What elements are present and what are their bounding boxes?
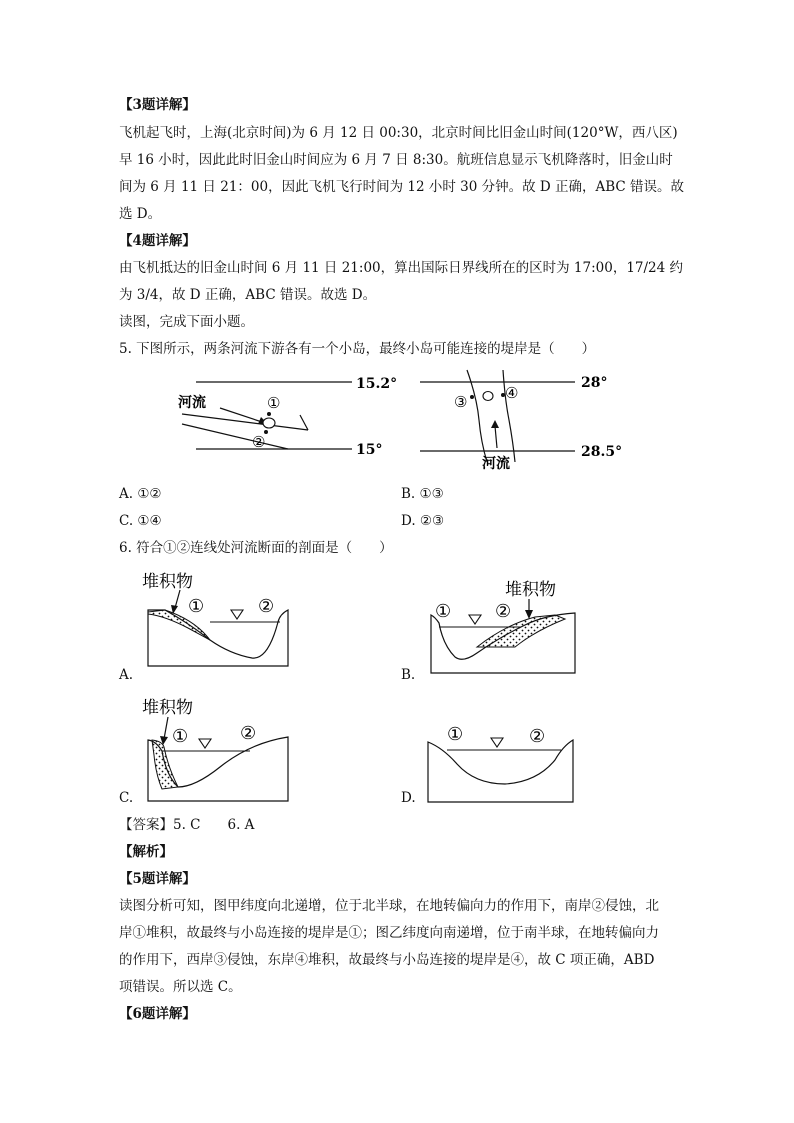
q5-option-c[interactable]: C. ①④: [119, 513, 162, 529]
flow-arrow: [495, 426, 497, 448]
q6-figure-a: [140, 570, 300, 670]
q5-detail-heading: 【5题详解】: [119, 871, 196, 887]
analysis-heading: 【解析】: [119, 844, 173, 860]
mark-2: ②: [252, 433, 266, 451]
q5-detail-line-3: 的作用下，西岸③侵蚀，东岸④堆积，故最终与小岛连接的堤岸是④，故 C 项正确，ABD: [119, 952, 655, 968]
mark-1: ①: [188, 596, 205, 617]
mark-3: ③: [454, 393, 468, 411]
river-bank-west: [467, 370, 487, 462]
mark-2: ②: [240, 723, 257, 744]
mark-1: ①: [435, 601, 452, 622]
water-level-icon: [491, 738, 503, 747]
river-label: 河流: [482, 456, 510, 472]
island: [263, 418, 275, 428]
q4-heading: 【4题详解】: [119, 233, 196, 249]
deposit-arrow: [164, 717, 168, 739]
water-level-icon: [199, 739, 211, 748]
island: [483, 392, 493, 401]
q6-figure-c: [140, 695, 290, 805]
q3-line-4: 选 D。: [119, 206, 162, 222]
river-bank-north-2: [200, 398, 308, 430]
lat-bottom-label: 28.5°: [581, 444, 623, 460]
mark-2: ②: [258, 596, 275, 617]
mark-2: ②: [529, 726, 546, 747]
mark-4: ④: [505, 384, 519, 402]
lat-bottom-label: 15°: [356, 442, 383, 458]
mark-1: ①: [172, 726, 189, 747]
deposit-arrow: [175, 590, 180, 608]
q5-stem: 5. 下图所示，两条河流下游各有一个小岛，最终小岛可能连接的堤岸是（ ）: [119, 341, 596, 357]
q5-detail-line-2: 岸①堆积，故最终与小岛连接的堤岸是①；图乙纬度向南递增，位于南半球，在地转偏向力: [119, 925, 659, 941]
lat-top-label: 28°: [581, 375, 608, 391]
q3-line-3: 间为 6 月 11 日 21：00，因此飞机飞行时间为 12 小时 30 分钟。故 D 正确，ABC 错误。故: [119, 179, 685, 195]
q3-line-2: 早 16 小时，因此此时旧金山时间应为 6 月 7 日 8:30。航班信息显示飞机降落时，旧金山时: [119, 152, 673, 168]
deposit-label: 堆积物: [142, 698, 193, 718]
water-level-icon: [231, 610, 243, 619]
q3-heading: 【3题详解】: [119, 97, 196, 113]
q5-detail-line-1: 读图分析可知，图甲纬度向北递增，位于北半球，在地转偏向力的作用下，南岸②侵蚀，北: [119, 898, 659, 914]
lat-top-label: 15.2°: [356, 376, 398, 392]
q4-line-1: 由飞机抵达的旧金山时间 6 月 11 日 21:00，算出国际日界线所在的区时为 17:00，17/24 约: [119, 260, 684, 276]
flow-arrow-head: [491, 420, 499, 428]
q5-figure-left: [170, 370, 398, 465]
q5-figure-right: [415, 370, 645, 475]
q6-option-d[interactable]: D.: [401, 790, 416, 806]
q6-option-a[interactable]: A.: [119, 667, 134, 683]
q6-detail-heading: 【6题详解】: [119, 1006, 196, 1022]
q3-line-1: 飞机起飞时，上海(北京时间)为 6 月 12 日 00:30，北京时间比旧金山时间(120°W，西八区): [119, 125, 678, 141]
deposit-label: 堆积物: [505, 580, 556, 600]
mark-1: ①: [447, 724, 464, 745]
q6-figure-d: [425, 720, 595, 810]
q6-option-b[interactable]: B.: [401, 667, 416, 683]
q5-detail-line-4: 项错误。所以选 C。: [119, 979, 242, 995]
q5-option-b[interactable]: B. ①③: [401, 486, 444, 502]
q6-figure-b: [425, 575, 595, 675]
q4-line-2: 为 3/4，故 D 正确，ABC 错误。故选 D。: [119, 287, 377, 303]
q5-option-d[interactable]: D. ②③: [401, 513, 445, 529]
water-level-icon: [469, 615, 481, 624]
mark-1: ①: [267, 394, 281, 412]
q5-option-a[interactable]: A. ①②: [119, 486, 162, 502]
river-bank-north-end: [300, 415, 308, 430]
q6-stem: 6. 符合①②连线处河流断面的剖面是（ ）: [119, 540, 393, 556]
section-outline: [428, 740, 573, 802]
answer-line: 【答案】5. C 6. A: [119, 817, 255, 833]
deposit-label: 堆积物: [142, 572, 193, 592]
mark-2: ②: [495, 601, 512, 622]
river-label: 河流: [178, 395, 206, 411]
deposit-area: [477, 615, 565, 647]
instruction: 读图，完成下面小题。: [119, 314, 254, 330]
point-1-dot: [267, 412, 271, 416]
q6-option-c[interactable]: C.: [119, 790, 134, 806]
point-3-dot: [470, 395, 474, 399]
